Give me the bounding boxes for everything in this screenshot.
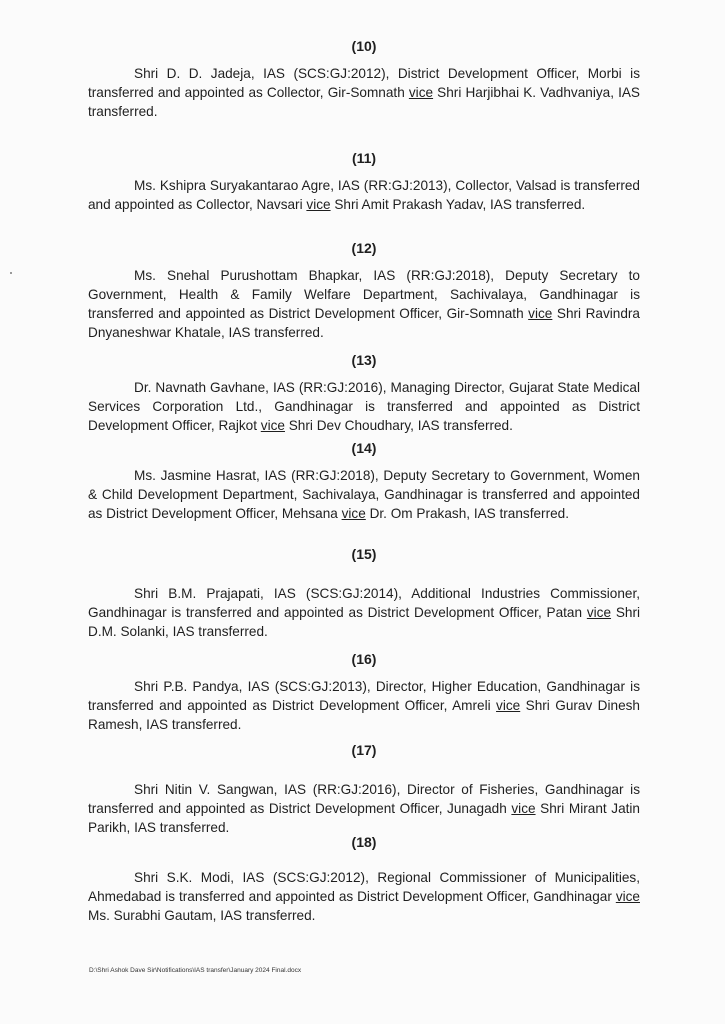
order-entry-12 [88,240,640,342]
vice-word: vice [408,85,434,100]
entry-text: Ms. Snehal Purushottam Bhapkar, IAS (RR:GJ:2018), Deputy Secretary to Government, Health & Family Welfare Department, Sachivalaya, Gandhinagar is transferred and appointed as District Development Officer, Gir-Somnath vice Shri Ravindra Dnyaneshwar Khatale, IAS transferred. [88,268,640,340]
entry-text: Shri D. D. Jadeja, IAS (SCS:GJ:2012), District Development Officer, Morbi is transferred and appointed as Collector, Gir-Somnath vice Shri Harjibhai K. Vadhvaniya, IAS transferred. [88,66,640,119]
vice-word: vice [260,418,285,433]
entry-number: (11) [351,150,377,166]
vice-word: vice [306,197,331,212]
vice-word: vice [496,698,521,713]
entry-text: Shri B.M. Prajapati, IAS (SCS:GJ:2014), Additional Industries Commissioner, Gandhinagar is transferred and appointed as District Development Officer, Patan vice Shri D.M. Solanki, IAS transferred. [88,586,641,639]
order-entry-13 [88,352,640,435]
order-entry-18 [88,834,640,925]
entry-number: (15) [351,546,377,562]
entry-number: (18) [351,834,377,850]
order-entry-16 [88,651,640,734]
entry-number: (13) [351,352,377,368]
entry-text: Dr. Navnath Gavhane, IAS (RR:GJ:2016), Managing Director, Gujarat State Medical Services Corporation Ltd., Gandhinagar is transferred and appointed as District Development Officer, Rajkot vice Shri Dev Choudhary, IAS transferred. [88,380,640,433]
entry-text: Shri Nitin V. Sangwan, IAS (RR:GJ:2016), Director of Fisheries, Gandhinagar is transferred and appointed as District Development Officer, Junagadh vice Shri Mirant Jatin Parikh, IAS transferred. [88,782,640,835]
order-entry-10 [88,38,640,121]
order-entry-15 [88,546,640,641]
entry-number: (14) [351,440,377,456]
entry-text: Ms. Jasmine Hasrat, IAS (RR:GJ:2018), Deputy Secretary to Government, Women & Child Development Department, Sachivalaya, Gandhinagar is transferred and appointed as District Development Officer, Mehsana vice Dr. Om Prakash, IAS transferred. [88,468,640,521]
vice-word: vice [341,506,366,521]
entry-text: Shri S.K. Modi, IAS (SCS:GJ:2012), Regional Commissioner of Municipalities, Ahmedabad is transferred and appointed as District Development Officer, Gandhinagar vice Ms. Surabhi Gautam, IAS transferred. [88,870,640,923]
entry-number: (10) [351,38,377,54]
order-entry-17 [88,742,640,837]
vice-word: vice [615,889,640,904]
order-entry-11 [88,150,640,214]
vice-word: vice [528,306,553,321]
scan-speck [10,272,12,274]
file-path-footer: D:\Shri Ashok Dave Sir\Notifications\IAS transfer\January 2024 Final.docx [89,967,302,974]
vice-word: vice [511,801,536,816]
entry-text: Ms. Kshipra Suryakantarao Agre, IAS (RR:GJ:2013), Collector, Valsad is transferred and appointed as Collector, Navsari vice Shri Amit Prakash Yadav, IAS transferred. [88,178,640,212]
entry-number: (16) [351,651,377,667]
order-entry-14 [88,440,640,523]
entry-text: Shri P.B. Pandya, IAS (SCS:GJ:2013), Director, Higher Education, Gandhinagar is transferred and appointed as District Development Officer, Amreli vice Shri Gurav Dinesh Ramesh, IAS transferred. [88,679,640,732]
entry-number: (12) [351,240,377,256]
vice-word: vice [586,605,612,620]
entry-number: (17) [351,742,377,758]
